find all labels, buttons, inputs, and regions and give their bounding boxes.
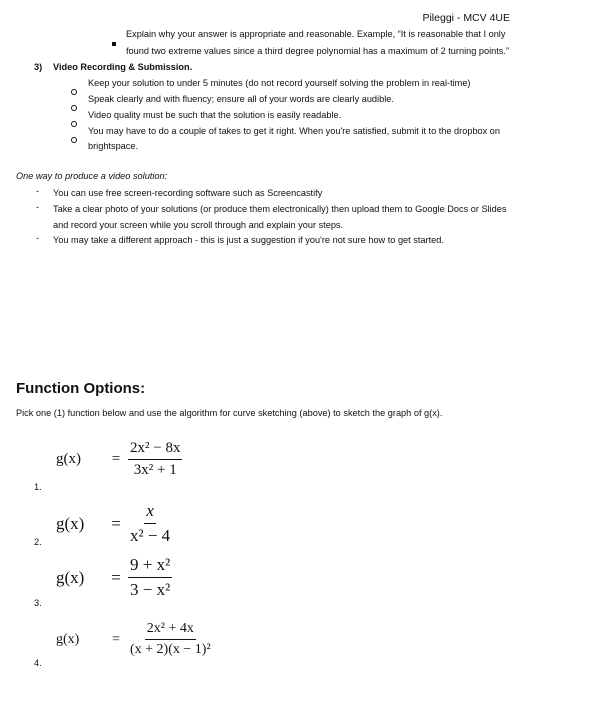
function-1-denominator: 3x² + 1 [133,462,177,478]
square-bullet-icon [112,33,116,51]
function-4-lhs: g(x) [56,631,80,647]
video-rule-4: You may have to do a couple of takes to get it right. When you're satisfied, submit it to the dropbox on [88,126,501,136]
equals-sign: = [111,451,121,467]
section-3-title: Video Recording & Submission. [53,62,193,72]
function-3 [56,555,172,600]
function-4-fraction [128,621,213,658]
video-tip-3: You may take a different approach - this is just a suggestion if you're not sure how to get started. [53,235,444,245]
function-4-denominator: (x + 2)(x − 1)² [130,642,211,657]
function-2 [56,501,172,546]
video-tip-1: You can use free screen-recording software such as Screencastify [53,188,323,198]
function-2-lhs: g(x) [56,513,85,533]
function-options-heading: Function Options: [16,380,146,397]
explain-line-1: Explain why your answer is appropriate and reasonable. Example, “It is reasonable that I only [126,29,506,39]
function-2-number: 2. [34,537,42,547]
function-1-fraction [128,440,182,479]
dash-bullet-icon: - [36,186,39,196]
video-tips-title: One way to produce a video solution: [16,171,168,181]
function-1 [56,440,182,479]
circle-bullet-icon [71,130,77,148]
function-3-denominator: 3 − x² [130,580,171,599]
function-2-numerator: x [144,501,156,524]
function-3-fraction [128,555,172,600]
equals-sign: = [111,567,121,587]
video-rule-4-cont: brightspace. [88,141,139,151]
dash-bullet-icon: - [36,233,39,243]
equals-sign: = [112,631,120,647]
function-2-fraction [128,501,172,546]
video-rule-1: Keep your solution to under 5 minutes (do not record yourself solving the problem in real-time) [88,78,471,88]
function-4 [56,621,213,658]
document-header: Pileggi - MCV 4UE [422,12,510,24]
function-3-numerator: 9 + x² [128,555,172,578]
section-3-number: 3) [34,62,43,72]
function-1-lhs: g(x) [56,451,81,467]
function-options-instruction: Pick one (1) function below and use the algorithm for curve sketching (above) to sketch the graph of g(x). [16,408,443,418]
explain-line-2: found two extreme values since a third degree polynomial has a maximum of 2 turning points.” [126,46,510,56]
video-rule-3: Video quality must be such that the solution is easily readable. [88,110,342,120]
equals-sign: = [111,513,121,533]
function-1-number: 1. [34,482,42,492]
function-3-number: 3. [34,598,42,608]
dash-bullet-icon: - [36,202,39,212]
video-tip-2: Take a clear photo of your solutions (or produce them electronically) then upload them to Google Docs or Slides [53,204,507,214]
video-tip-2-cont: and record your screen while you scroll through and explain your steps. [53,220,344,230]
function-4-numerator: 2x² + 4x [145,621,196,640]
function-4-number: 4. [34,658,42,668]
function-3-lhs: g(x) [56,567,85,587]
function-2-denominator: x² − 4 [130,526,171,545]
video-rule-2: Speak clearly and with fluency; ensure all of your words are clearly audible. [88,94,394,104]
function-1-numerator: 2x² − 8x [128,440,182,460]
